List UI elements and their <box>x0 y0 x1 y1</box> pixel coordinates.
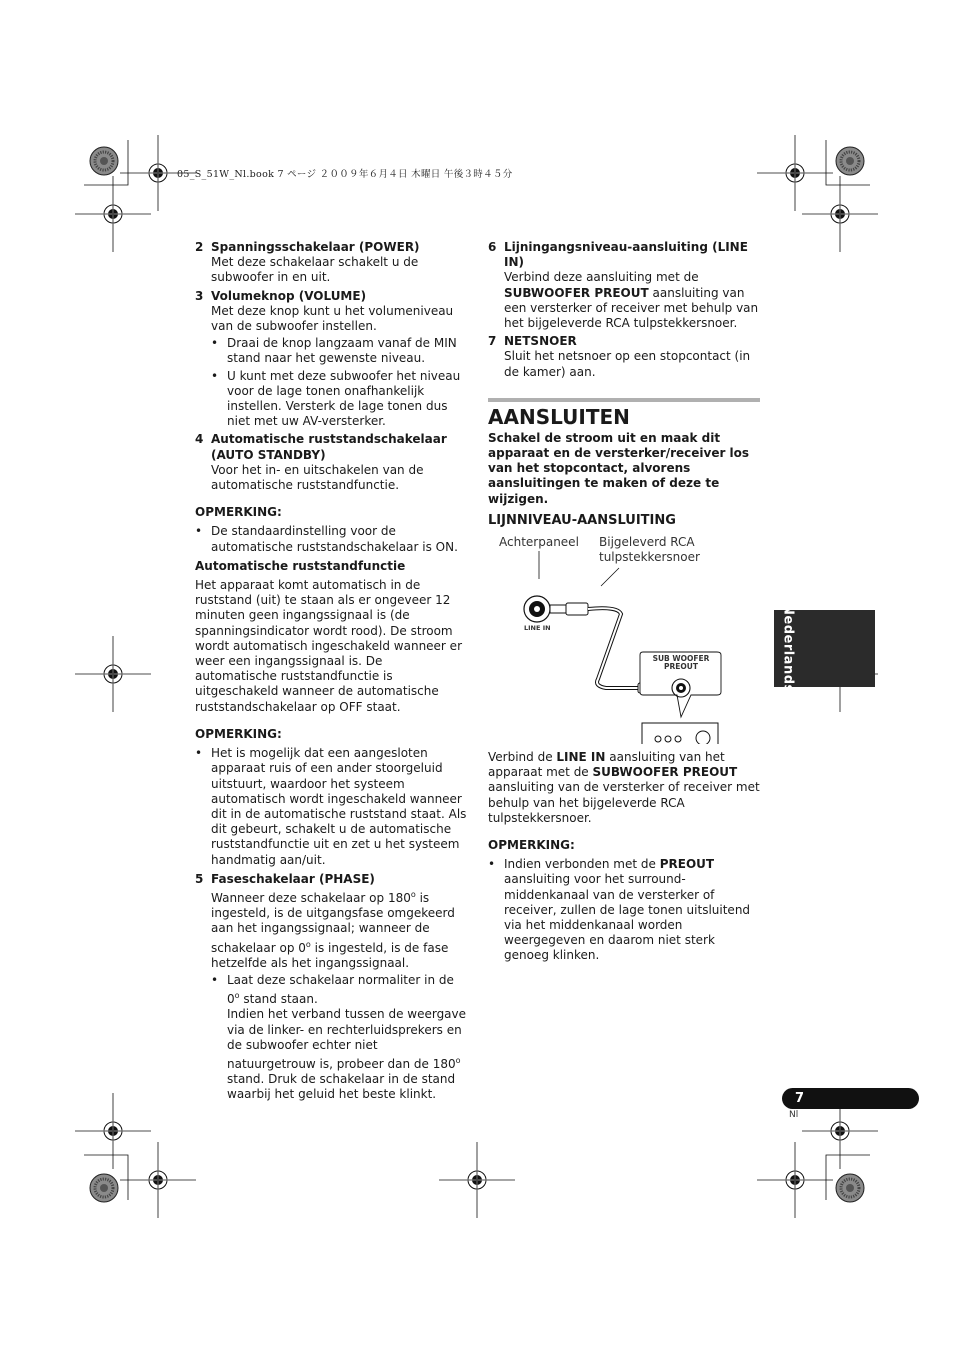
sub-woofer-label: SUB WOOFER <box>652 654 710 664</box>
subsection-title: LIJNNIVEAU-AANSLUITING <box>488 512 676 528</box>
registration-mark-icon <box>757 135 833 211</box>
item-body: Sluit het netsnoer op een stopcontact (in de kamer) aan. <box>504 349 751 379</box>
page-language-code: Nl <box>789 1110 799 1120</box>
item-line-in: 6 Lijningangsniveau-aansluiting (LINE IN) Verbind deze aansluiting met de SUBWOOFER PREOUT aansluiting van een versterker of receiver met behulp van het bijgeleverde RCA tulpstekkersnoer. <box>488 240 759 331</box>
section-title: AANSLUITEN <box>488 404 630 429</box>
item-title: Volumeknop (VOLUME) <box>211 288 367 303</box>
registration-mark-icon <box>75 636 151 712</box>
list-item: • Draai de knop langzaam vanaf de MIN stand naar het gewenste niveau. <box>211 336 457 366</box>
color-bar-star-icon <box>90 147 118 175</box>
item-body: Met deze schakelaar schakelt u de subwoofer in en uit. <box>211 255 419 285</box>
line-in-jack-label: LINE IN <box>524 624 551 633</box>
auto-standby-heading: Automatische ruststandfunctie <box>195 558 406 573</box>
color-bar-star-icon <box>836 147 864 175</box>
left-column <box>195 240 467 1106</box>
rear-panel-label: Achterpaneel <box>499 535 579 550</box>
registration-mark-icon <box>757 1142 833 1218</box>
auto-standby-text: Het apparaat komt automatisch in de ruststand (uit) te staan als er ongeveer 12 minuten geen ingangssignaal is (de spanningsindicator wordt rood). De stroom wordt automatisch ingeschakeld wanneer er weer een ingangssignaal is. De automatische ruststandfunctie is uitgeschakeld wanneer de automatische ruststandschakelaar op OFF staat. <box>195 578 462 714</box>
right-column <box>488 240 760 966</box>
item-title: Spanningsschakelaar (POWER) <box>211 240 420 254</box>
registration-mark-icon <box>120 1142 196 1218</box>
color-bar-star-icon <box>836 1174 864 1202</box>
registration-mark-icon <box>75 176 151 252</box>
section-rule <box>488 398 760 402</box>
list-item: • Laat deze schakelaar normaliter in de 0$^o$ stand staan. Indien het verband tussen de weergave via de linker- en rechterluidsprekers en de subwoofer echter niet natuurgetrouw is, probeer dan de 180$^o$ stand. Druk de schakelaar in de stand waarbij het geluid het beste klinkt. <box>211 972 467 1102</box>
note-heading: OPMERKING: <box>488 838 575 853</box>
file-header-line: 05_S_51W_Nl.book 7 ページ ２００９年６月４日 木曜日 午後３時４５分 <box>177 169 513 180</box>
preout-label: PREOUT <box>664 662 698 672</box>
item-title: Faseschakelaar (PHASE) <box>211 871 375 886</box>
list-item: • U kunt met deze subwoofer het niveau voor de lage tonen onafhankelijk instellen. Versterk de lage tonen dus niet met uw AV-versterker. <box>211 368 461 429</box>
connection-text: Verbind de LINE IN aansluiting van het apparaat met de SUBWOOFER PREOUT aansluiting van de versterker of receiver met behulp van het bijgeleverde RCA tulpstekkersnoer. <box>488 750 760 825</box>
registration-mark-icon <box>802 176 878 252</box>
note-item: • Het is mogelijk dat een aangesloten apparaat ruis of een ander stoorgeluid uitstuurt, waardoor het systeem automatisch wordt ingeschakeld wanneer dit in de automatische ruststand staat. Als dit gebeurt, schakelt u de automatische ruststandfunctie uit en zet u het systeem handmatig aan/uit. <box>195 746 467 867</box>
connection-drawing <box>488 534 760 744</box>
connection-diagram <box>488 534 760 744</box>
item-power-switch: 2 Spanningsschakelaar (POWER) Met deze schakelaar schakelt u de subwoofer in en uit. <box>195 240 467 286</box>
note-item: • De standaardinstelling voor de automatische ruststandschakelaar is ON. <box>195 524 458 554</box>
item-body: Wanneer deze schakelaar op 180$^o$ is ingesteld, is de uitgangsfase omgekeerd aan het ingangssignaal; wanneer de schakelaar op 0$^o$ is ingesteld, is de fase hetzelfde als het ingangssignaal. <box>211 889 455 970</box>
item-body: Verbind deze aansluiting met de SUBWOOFER PREOUT aansluiting van een versterker of receiver met behulp van het bijgeleverde RCA tulpstekkersnoer. <box>504 270 759 331</box>
item-title: NETSNOER <box>504 334 577 349</box>
note-item: • Indien verbonden met de PREOUT aansluiting voor het surround-middenkanaal van de versterker of receiver, zullen de lage tonen uitsluitend via het middenkanaal worden weergegeven en daarom niet sterk genoeg klinken. <box>488 857 751 963</box>
item-body: Voor het in- en uitschakelen van de automatische ruststandfunctie. <box>211 462 424 493</box>
page-number: 7 <box>782 1088 919 1109</box>
item-body: Met deze knop kunt u het volumeniveau van de subwoofer instellen. <box>211 303 454 334</box>
registration-mark-icon <box>439 1142 515 1218</box>
note-heading: OPMERKING: <box>195 726 282 741</box>
item-volume-knob: 3 Volumeknop (VOLUME) Met deze knop kunt u het volumeniveau van de subwoofer instellen. • Draai de knop langzaam vanaf de MIN stand naar het gewenste niveau. • U kunt met deze subwoofer het niveau voor de lage tonen onafhankelijk instellen. Versterk de lage tonen dus niet met uw AV-versterker. <box>195 289 467 430</box>
section-intro: Schakel de stroom uit en maak dit apparaat en de versterker/receiver los van het stopcontact, alvorens aansluitingen te maken of deze te wijzigen. <box>488 430 750 506</box>
note-heading: OPMERKING: <box>195 505 282 520</box>
item-phase-switch: 5 Faseschakelaar (PHASE) Wanneer deze schakelaar op 180$^o$ is ingesteld, is de uitgangsfase omgekeerd aan het ingangssignaal; wanneer de schakelaar op 0$^o$ is ingesteld, is de fase hetzelfde als het ingangssignaal. • Laat deze schakelaar normaliter in de 0$^o$ stand staan. Indien het verband tussen de weergave via de linker- en rechterluidsprekers en de subwoofer echter niet natuurgetrouw is, probeer dan de 180$^o$ stand. Druk de schakelaar in de stand waarbij het geluid het beste klinkt. <box>195 871 467 1102</box>
registration-mark-icon <box>75 1093 151 1169</box>
color-bar-star-icon <box>90 1174 118 1202</box>
cable-label: Bijgeleverd RCA tulpstekkersnoer <box>599 535 700 565</box>
item-title: Lijningangsniveau-aansluiting (LINE IN) <box>504 240 748 270</box>
language-tab: Nederlands <box>774 610 875 687</box>
item-power-cord: 7 NETSNOER Sluit het netsnoer op een stopcontact (in de kamer) aan. <box>488 334 760 380</box>
rca-plug-icon <box>566 603 588 615</box>
item-title: Automatische ruststandschakelaar (AUTO STANDBY) <box>211 432 447 462</box>
item-auto-standby: 4 Automatische ruststandschakelaar (AUTO STANDBY) Voor het in- en uitschakelen van de automatische ruststandfunctie. <box>195 432 467 493</box>
